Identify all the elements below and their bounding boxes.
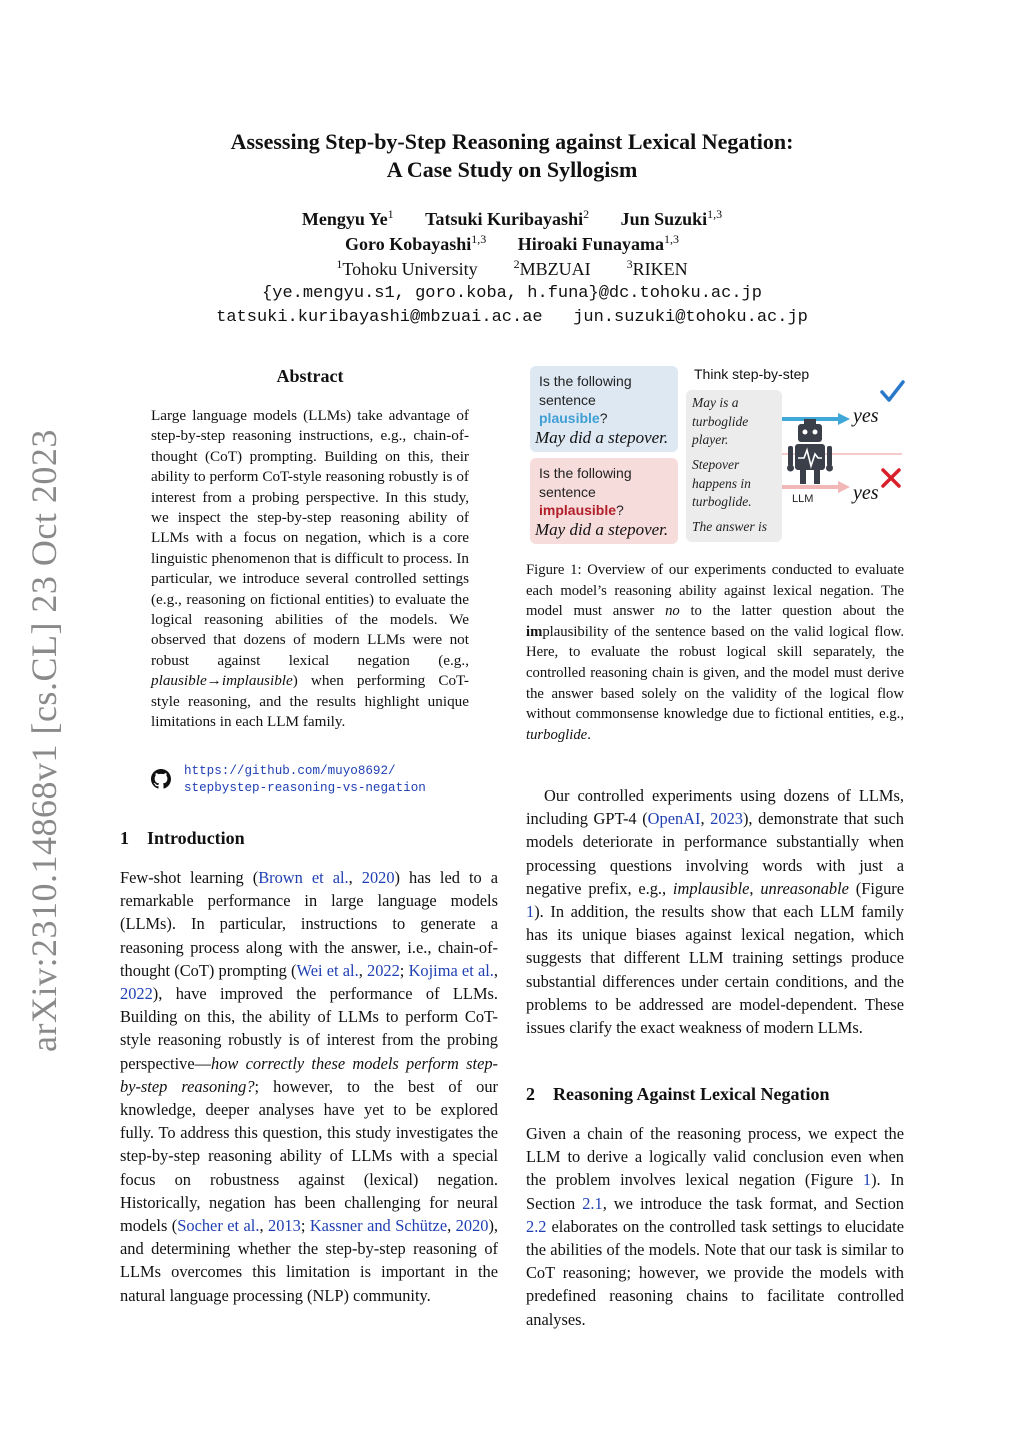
body-text: , we introduce the task format, and Section [602,1193,904,1213]
figure-reference-link[interactable]: 1 [526,902,535,922]
abstract-emphasis: plausible→implausible [151,672,293,690]
intro-text: ; however, to the best of our knowledge, deeper analyses have yet to be explored fully. To address this question, this study investigates the step-by-step reasoning ability of LLMs with a special focus on robustness against (lexical) negation. Historically, negation has been challenging for neural models ( [120,1076,498,1236]
caption-bold: im [526,623,543,640]
section-2-paragraph [526,1122,904,1331]
body-text: Our controlled experiments using dozens of LLMs, including GPT-4 ( [526,786,904,829]
citation-link[interactable]: 2023 [710,809,743,829]
citation-link[interactable]: OpenAI [647,809,701,829]
author-affiliation-mark: 1,3 [663,232,679,246]
body-text: ). In Section [526,1170,904,1213]
figure-reference-link[interactable]: 1 [862,1170,872,1190]
author-affiliation-mark: 1 [387,207,394,221]
arrow-head [838,481,850,493]
intro-text: ) has led to a remarkable performance in large language models (LLMs). In particular, instructions to generate a reasoning process along with the answer, i.e., chain-of-thought (CoT) prompting ( [120,868,498,980]
citation-link[interactable]: 2022 [120,984,153,1004]
question-sentence: May did a stepover. [535,520,669,539]
intro-text: , [358,960,368,980]
citation-link[interactable]: Brown et al. [258,868,349,887]
question-mark: ? [616,502,624,518]
intro-text: , [447,1216,456,1236]
llm-label: LLM [792,493,814,505]
section-number: 1 [120,828,129,848]
section-2-heading [526,1084,830,1105]
body-text: (Figure [848,878,905,898]
caption-text: Figure 1: Overview of our experiments conducted to evaluate each model’s reasoning ability against lexical negation. The model must answer [526,562,904,620]
body-emphasis: unreasonable [760,878,849,898]
author-affiliation-mark: 2 [583,207,590,221]
abstract-body [151,406,469,733]
author-line-2 [112,232,912,256]
arxiv-identifier: arXiv:2310.14868v1 [cs.CL] 23 Oct 2023 [24,429,64,1052]
answer-yes-correct: yes [853,405,879,427]
section-number: 2 [526,1084,535,1104]
section-title: Introduction [147,828,245,848]
citation-link[interactable]: 2013 [268,1216,301,1236]
affiliation: Tohoku University [342,259,478,279]
intro-text: ), have improved the performance of LLMs. Building on this, the ability of LLMs to perform CoT-style reasoning robustly is of interest from the probing perspective— [120,984,498,1073]
reasoning-step: The answer is [692,519,768,534]
caption-emphasis: turboglide [526,726,588,743]
section-title: Reasoning Against Lexical Negation [553,1084,830,1104]
answer-yes-wrong: yes [853,482,879,504]
question-prefix: Is the following sentence [539,465,632,500]
author-name: Hiroaki Funayama [517,234,664,254]
citation-link[interactable]: Kassner and Schütze [309,1216,448,1236]
email-line-1: {ye.mengyu.s1, goro.koba, h.funa}@dc.tohoku.ac.jp [262,284,762,303]
author-name: Goro Kobayashi [345,234,472,254]
body-text: ), demonstrate that such models deteriorate in performance substantially when processing questions involving words with just a negative prefix, e.g., [526,809,904,898]
section-reference-link[interactable]: 2.2 [526,1216,547,1236]
section-reference-link[interactable]: 2.1 [582,1193,603,1213]
citation-link[interactable]: Wei et al. [296,960,359,980]
abstract-heading: Abstract [276,366,344,386]
reasoning-step: Stepover happens in turboglide. [692,457,752,509]
author-affiliation-mark: 1,3 [707,207,723,221]
author-affiliation-mark: 1,3 [471,232,487,246]
author-name: Mengyu Ye [301,209,388,229]
body-text: elaborates on the controlled task settings to elucidate the abilities of the models. Note that our task is similar to CoT reasoning; however, we provide the models with predefined reasoning chains to facilitate controlled analyses. [526,1216,904,1329]
github-icon [151,769,171,789]
question-sentence: May did a stepover. [535,428,669,447]
github-link-line[interactable]: stepbystep-reasoning-vs-negation [184,781,426,795]
affiliations [112,257,912,281]
email: tatsuki.kuribayashi@mbzuai.ac.ae [216,308,543,327]
body-text: Given a chain of the reasoning process, we expect the LLM to derive a logically valid conclusion even when the problem involves lexical negation (Figure [526,1124,904,1190]
paper-title [112,128,912,184]
intro-text: ; [399,960,409,980]
author-name: Jun Suzuki [620,209,708,229]
affiliation: MBZUAI [519,259,591,279]
check-icon [882,382,903,400]
intro-paragraph [120,866,498,1307]
question-prefix: Is the following sentence [539,373,632,408]
caption-text: to the latter question about the [679,603,904,620]
caption-text: plausibility of the sentence based on the valid logical flow. Here, to evaluate the robust logical skill separately, the controlled reasoning chain is given, and the model must derive the answer based solely on the validity of the logical flow without commonsense knowledge due to fictional entities, e.g., [526,623,904,723]
citation-link[interactable]: 2022 [367,960,400,980]
caption-text: . [587,726,591,743]
abstract-text: ) when performing CoT-style reasoning, and the results highlight unique limitations in each LLM family. [151,672,469,731]
citation-link[interactable]: Socher et al. [177,1216,260,1236]
affiliation-mark: 3 [626,257,633,271]
section-1-heading [120,828,245,849]
abstract-text: Large language models (LLMs) take advantage of step-by-step reasoning instructions, e.g., chain-of-thought (CoT) prompting. Building on this, their ability to perform CoT-style reasoning robustly is of interest from a probing perspective. In this study, we inspect the step-by-step reasoning ability of LLMs with a focus on negation, which is a core linguistic phenomenon that is difficult to process. In particular, we introduce several controlled settings (e.g., reasoning on fictional entities) to evaluate the logical reasoning abilities of the models. We observed that dozens of modern LLMs were not robust against lexical negation (e.g., [151,407,469,669]
intro-text: , [493,960,499,980]
reasoning-step: May is a turboglide player. [692,395,749,447]
body-text: , [749,878,761,898]
intro-emphasis: how correctly these models perform step-by-step reasoning? [120,1053,498,1096]
figure-graphics [526,362,906,552]
figure-1-caption [526,560,904,745]
email-line-2 [112,306,912,330]
plausible-word: plausible [539,410,600,426]
cross-icon [883,470,899,486]
citation-link[interactable]: 2020 [455,1216,489,1236]
title-line-1: Assessing Step-by-Step Reasoning against Lexical Negation: [230,129,794,154]
github-link[interactable] [184,763,426,797]
intro-text: Few-shot learning ( [120,868,259,887]
results-summary-paragraph [526,784,904,1039]
body-text: ). In addition, the results show that each LLM family has its unique biases against lexical negation, which suggests that different LLM training settings produce substantial differences under certain conditions, and the problems to be addressed are model-dependent. These issues clarify the exact weakness of modern LLMs. [526,902,904,1038]
question-mark: ? [599,410,608,426]
body-text: , [700,809,711,829]
intro-text: ; [300,1216,310,1236]
email: jun.suzuki@tohoku.ac.jp [573,308,808,327]
think-step-by-step-label: Think step-by-step [694,366,810,382]
intro-text: ), and determining whether the step-by-step reasoning of LLMs overcomes this limitation is important in the natural language processing (NLP) community. [120,1216,499,1305]
affiliation: RIKEN [632,259,688,279]
arrow-head [838,413,850,425]
robot-icon [787,419,833,484]
title-line-2: A Case Study on Syllogism [386,157,638,182]
citation-link[interactable]: 2020 [361,868,395,887]
github-link-line[interactable]: https://github.com/muyo8692/ [184,764,396,778]
affiliation-mark: 1 [336,257,343,271]
caption-emphasis: no [665,603,680,620]
intro-text: , [348,868,362,887]
author-name: Tatsuki Kuribayashi [425,209,584,229]
affiliation-mark: 2 [513,257,520,271]
figure-1 [526,362,906,552]
implausible-word: implausible [539,502,617,518]
body-emphasis: implausible [672,878,750,898]
citation-link[interactable]: Kojima et al. [408,960,494,980]
intro-text: , [259,1216,269,1236]
author-line-1 [112,207,912,231]
